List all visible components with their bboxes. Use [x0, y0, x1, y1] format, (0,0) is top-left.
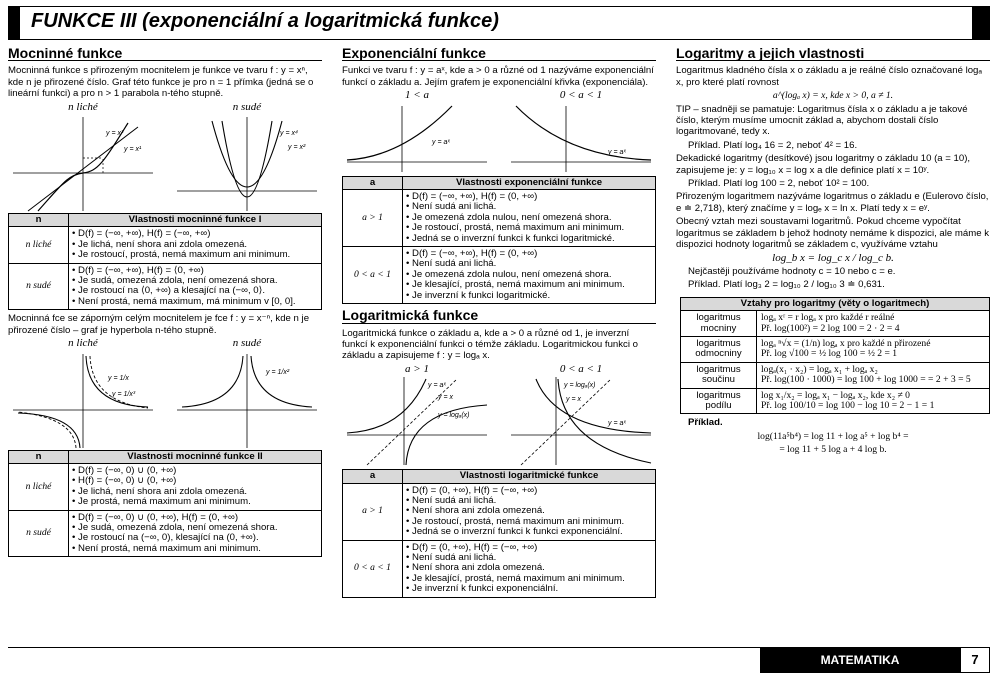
- list-item: • Jedná se o inverzní funkci k funkci logaritmické.: [406, 234, 652, 244]
- table-log-properties: [342, 469, 656, 597]
- example-text: Příklad. Platí log 100 = 2, neboť 10² = 100.: [688, 178, 870, 190]
- intro-text-2: Mocninná fce se záporným celým mocnitelem je fce f : y = x⁻ⁿ, kde n je přirozené číslo – graf je hyperbola n-tého stupně.: [8, 313, 310, 336]
- list-item: • Je lichá, není shora ani zdola omezená.: [72, 240, 318, 250]
- row-label: logaritmus odmocniny: [681, 336, 757, 362]
- row-label: logaritmus součinu: [681, 362, 757, 388]
- list-item: • Není sudá ani lichá.: [406, 202, 652, 212]
- label-y-1-over-x3: y = 1/x³: [112, 390, 136, 398]
- rule-example: Př. log(100²) = 2 log 100 = 2 · 2 = 4: [761, 322, 900, 334]
- list-item: • Není prostá, nemá maximum, má minimum v [0, 0].: [72, 297, 318, 307]
- intro-text-2: Logaritmická funkce o základu a, kde a > 0 a různé od 1, je inverzní funkcí k exponenciální funkci o témže základu. Logaritmickou funkci o základu a zapisujeme f : y = logₐ x.: [342, 327, 638, 362]
- table-power-properties-1: [8, 213, 322, 310]
- label-y-1-over-x2: y = 1/x²: [266, 368, 290, 376]
- graph-odd-hyperbola: [8, 350, 158, 450]
- rule-formula: log x₁/x₂ = logₐ x₁ − logₐ x₂, kde x₂ ≠ 0: [761, 389, 910, 401]
- label-y-log: y = logₐ(x): [564, 382, 596, 390]
- list-item: • D(f) = (−∞, 0) ∪ (0, +∞), H(f) = (0, +∞): [72, 513, 318, 523]
- example-text: Příklad. Platí log₄ 16 = 2, neboť 4² = 16.: [688, 139, 858, 151]
- example-label: Příklad.: [688, 417, 723, 429]
- list-item: • Je sudá, omezená zdola, není omezená shora.: [72, 276, 318, 286]
- graph-caption: n liché: [68, 100, 98, 113]
- table-row: [681, 336, 990, 362]
- table-log-rules: [680, 297, 990, 415]
- header-right-block: [972, 6, 990, 40]
- graph-caption: a > 1: [405, 362, 429, 375]
- list-item: • Není prostá, nemá maximum ani minimum.: [72, 544, 318, 554]
- row-label: n sudé: [9, 263, 69, 310]
- table-row: [9, 463, 322, 510]
- list-item: • Není sudá ani lichá.: [406, 496, 652, 506]
- tip-text: TIP – snadněji se pamatuje: Logaritmus čísla x o základu a je takové číslo, kterým musíme umocnit základ a, abychom dostali číslo logaritmované, tedy x.: [676, 103, 968, 138]
- definition-formula: a^(logₐ x) = x, kde x > 0, a ≠ 1.: [772, 90, 894, 102]
- section-heading: Mocninné funkce: [8, 48, 322, 61]
- table-row: [9, 510, 322, 557]
- row-label: logaritmus mocniny: [681, 311, 757, 337]
- list-item: • Je omezená zdola nulou, není omezená shora.: [406, 213, 652, 223]
- label-y-x4: y = x⁴: [280, 130, 299, 138]
- column-exp-log-functions: [342, 45, 656, 598]
- column-logarithms: [676, 45, 990, 458]
- graph-caption: 0 < a < 1: [559, 362, 603, 375]
- list-item: • Je lichá, není shora ani zdola omezená.: [72, 487, 318, 497]
- label-y-ax: y = aˣ: [608, 148, 626, 156]
- rule-example: Př. log √100 = ½ log 100 = ½ 2 = 1: [761, 348, 898, 360]
- graph-caption: n liché: [68, 337, 98, 350]
- column-power-functions: [8, 45, 322, 557]
- graph-caption: 1 < a: [405, 89, 429, 102]
- table-row: [681, 388, 990, 414]
- graph-exp-increasing: [342, 102, 492, 174]
- list-item: • Je klesající, prostá, nemá maximum ani minimum.: [406, 280, 652, 290]
- subject-label: MATEMATIKA: [760, 647, 960, 673]
- row-label: 0 < a < 1: [343, 540, 403, 597]
- graph-log-increasing: [342, 375, 492, 467]
- row-label: n sudé: [9, 510, 69, 557]
- list-item: • Je klesající, prostá, nemá maximum ani minimum.: [406, 574, 652, 584]
- label-y-1-over-x: y = 1/x: [108, 374, 129, 382]
- rule-formula: logₐ(x₁ · x₂) = logₐ x₁ + logₐ x₂: [761, 363, 878, 375]
- label-y-x1: y = x¹: [124, 146, 142, 154]
- table-header: Vztahy pro logaritmy (věty o logaritmech): [681, 297, 990, 310]
- list-item: • D(f) = (−∞, +∞), H(f) = ⟨0, +∞): [72, 266, 318, 276]
- label-y-ax: y = aˣ: [432, 138, 450, 146]
- list-item: • Je rostoucí na ⟨0, +∞) a klesající na (−∞, 0⟩.: [72, 286, 318, 296]
- table-header: Vlastnosti mocninné funkce I: [69, 214, 322, 227]
- row-label: a > 1: [343, 190, 403, 247]
- table-header: a: [343, 176, 403, 189]
- table-header: n: [9, 214, 69, 227]
- graph-odd-power: [8, 113, 158, 213]
- list-item: • Jedná se o inverzní funkci k funkci exponenciální.: [406, 527, 652, 537]
- list-item: • Není shora ani zdola omezená.: [406, 506, 652, 516]
- graph-log-decreasing: [506, 375, 656, 467]
- table-row: [681, 311, 990, 337]
- example-line-2: = log 11 + 5 log a + 4 log b.: [779, 444, 887, 456]
- list-item: • Není sudá ani lichá.: [406, 553, 652, 563]
- page-footer: [8, 647, 990, 673]
- table-row: [681, 362, 990, 388]
- common-bases-text: Nejčastěji používáme hodnoty c = 10 nebo c = e.: [688, 265, 896, 277]
- graph-caption: 0 < a < 1: [559, 89, 603, 102]
- table-header: a: [343, 470, 403, 483]
- rule-example: Př. log(100 · 1000) = log 100 + log 1000 = = 2 + 3 = 5: [761, 374, 971, 386]
- list-item: • Je inverzní k funkci exponenciální.: [406, 584, 652, 594]
- list-item: • Je rostoucí, prostá, nemá maximum ani minimum.: [406, 223, 652, 233]
- section-heading: Logaritmy a jejich vlastnosti: [676, 48, 990, 61]
- table-row: [343, 540, 656, 597]
- natural-log-text: Přirozeným logaritmem nazýváme logaritmus o základu e (Eulerovo číslo, e ≐ 2,718), který značíme y = logₑ x = ln x. Platí tedy x = eʸ.: [676, 191, 989, 214]
- list-item: • Není sudá ani lichá.: [406, 259, 652, 269]
- table-row: [343, 190, 656, 247]
- rule-formula: logₐ ⁿ√x = (1/n) logₐ x pro každé n přirozené: [761, 337, 931, 349]
- list-item: • Je sudá, omezená zdola, není omezená shora.: [72, 523, 318, 533]
- label-y-x3: y = x³: [106, 130, 124, 138]
- list-item: • D(f) = (0, +∞), H(f) = (−∞, +∞): [406, 486, 652, 496]
- definition-text: Logaritmus kladného čísla x o základu a je reálné číslo označované logₐ x, pro které platí rovnost: [676, 65, 982, 88]
- graphs-exponential: [342, 90, 656, 173]
- row-label: a > 1: [343, 483, 403, 540]
- table-row: [343, 247, 656, 304]
- table-header: Vlastnosti exponenciální funkce: [403, 176, 656, 189]
- table-header: n: [9, 450, 69, 463]
- section-heading: Logaritmická funkce: [342, 310, 656, 323]
- intro-text: Mocninná funkce s přirozeným mocnitelem je funkce ve tvaru f : y = xⁿ, kde n je přirozené číslo. Graf této funkce je pro n = 1 přímka (jedná se o lineární funkci) a pro n > 1 parabola n-tého stupně.: [8, 65, 314, 100]
- list-item: • D(f) = (0, +∞), H(f) = (−∞, +∞): [406, 543, 652, 553]
- header-left-block: [8, 6, 20, 40]
- table-row: [343, 483, 656, 540]
- label-y-x: y = x: [438, 394, 453, 402]
- row-label: n liché: [9, 227, 69, 263]
- label-y-ax: y = aˣ: [608, 420, 626, 428]
- page-number: 7: [960, 647, 990, 673]
- table-row: [9, 227, 322, 263]
- page-header: [8, 6, 990, 40]
- list-item: • Je rostoucí, prostá, nemá maximum ani minimum.: [406, 517, 652, 527]
- label-y-log: y = logₐ(x): [438, 412, 470, 420]
- graphs-power-positive: [8, 102, 322, 213]
- table-row: [9, 263, 322, 310]
- label-y-x: y = x: [566, 396, 581, 404]
- list-item: • H(f) = (−∞, 0) ∪ (0, +∞): [72, 476, 318, 486]
- general-relation-text: Obecný vztah mezi soustavami logaritmů. Pokud chceme vypočítat logaritmus se základem b jehož hodnoty nemáme k dispozici, ale máme k dispozici hodnoty logaritmů se základem c, využíváme vztahu: [676, 216, 990, 251]
- graph-exp-decreasing: [506, 102, 656, 174]
- table-header: Vlastnosti logaritmické funkce: [403, 470, 656, 483]
- decadic-text: Dekadické logaritmy (desítkové) jsou logaritmy o základu 10 (a = 10), zapisujeme je: y = log₁₀ x = log x a dle definice platí x = 10ʸ.: [676, 153, 971, 176]
- table-exp-properties: [342, 176, 656, 304]
- label-y-x2: y = x²: [288, 144, 306, 152]
- list-item: • D(f) = (−∞, +∞), H(f) = (−∞, +∞): [72, 229, 318, 239]
- list-item: • D(f) = (−∞, +∞), H(f) = (0, +∞): [406, 192, 652, 202]
- table-power-properties-2: [8, 450, 322, 558]
- list-item: • Není shora ani zdola omezená.: [406, 563, 652, 573]
- example-text: Příklad. Platí log₃ 2 = log₁₀ 2 / log₁₀ 3 ≐ 0,631.: [688, 279, 885, 291]
- graph-even-power: [172, 113, 322, 213]
- list-item: • Je prostá, nemá maximum ani minimum.: [72, 497, 318, 507]
- list-item: • D(f) = (−∞, +∞), H(f) = (0, +∞): [406, 249, 652, 259]
- rule-formula: logₐ xʳ = r logₐ x pro každé r reálné: [761, 312, 895, 324]
- label-y-ax: y = aˣ: [428, 382, 446, 390]
- row-label: n liché: [9, 463, 69, 510]
- rule-example: Př. log 100/10 = log 100 − log 10 = 2 − 1 = 1: [761, 399, 935, 411]
- graphs-logarithmic: [342, 364, 656, 467]
- intro-text: Funkci ve tvaru f : y = aˣ, kde a > 0 a různé od 1 nazýváme exponenciální funkcí o základu a. Jejím grafem je exponenciální křivka (exponenciála).: [342, 65, 654, 88]
- example-line-1: log(11a⁵b⁴) = log 11 + log a⁵ + log b⁴ =: [757, 430, 909, 442]
- graphs-power-negative: [8, 338, 322, 449]
- row-label: 0 < a < 1: [343, 247, 403, 304]
- graph-caption: n sudé: [232, 337, 262, 350]
- table-header: Vlastnosti mocninné funkce II: [69, 450, 322, 463]
- graph-caption: n sudé: [232, 100, 262, 113]
- list-item: • Je rostoucí, prostá, nemá maximum ani minimum.: [72, 250, 318, 260]
- list-item: • Je inverzní k funkci logaritmické.: [406, 291, 652, 301]
- section-heading: Exponenciální funkce: [342, 48, 656, 61]
- footer-rule: [8, 647, 760, 648]
- row-label: logaritmus podílu: [681, 388, 757, 414]
- graph-even-hyperbola: [172, 350, 322, 450]
- list-item: • Je omezená zdola nulou, není omezená shora.: [406, 270, 652, 280]
- list-item: • Je rostoucí na (−∞, 0), klesající na (0, +∞).: [72, 533, 318, 543]
- list-item: • D(f) = (−∞, 0) ∪ (0, +∞): [72, 466, 318, 476]
- page-title: FUNKCE III (exponenciální a logaritmická funkce): [31, 10, 499, 32]
- general-relation-formula: log_b x = log_c x / log_c b.: [772, 251, 894, 264]
